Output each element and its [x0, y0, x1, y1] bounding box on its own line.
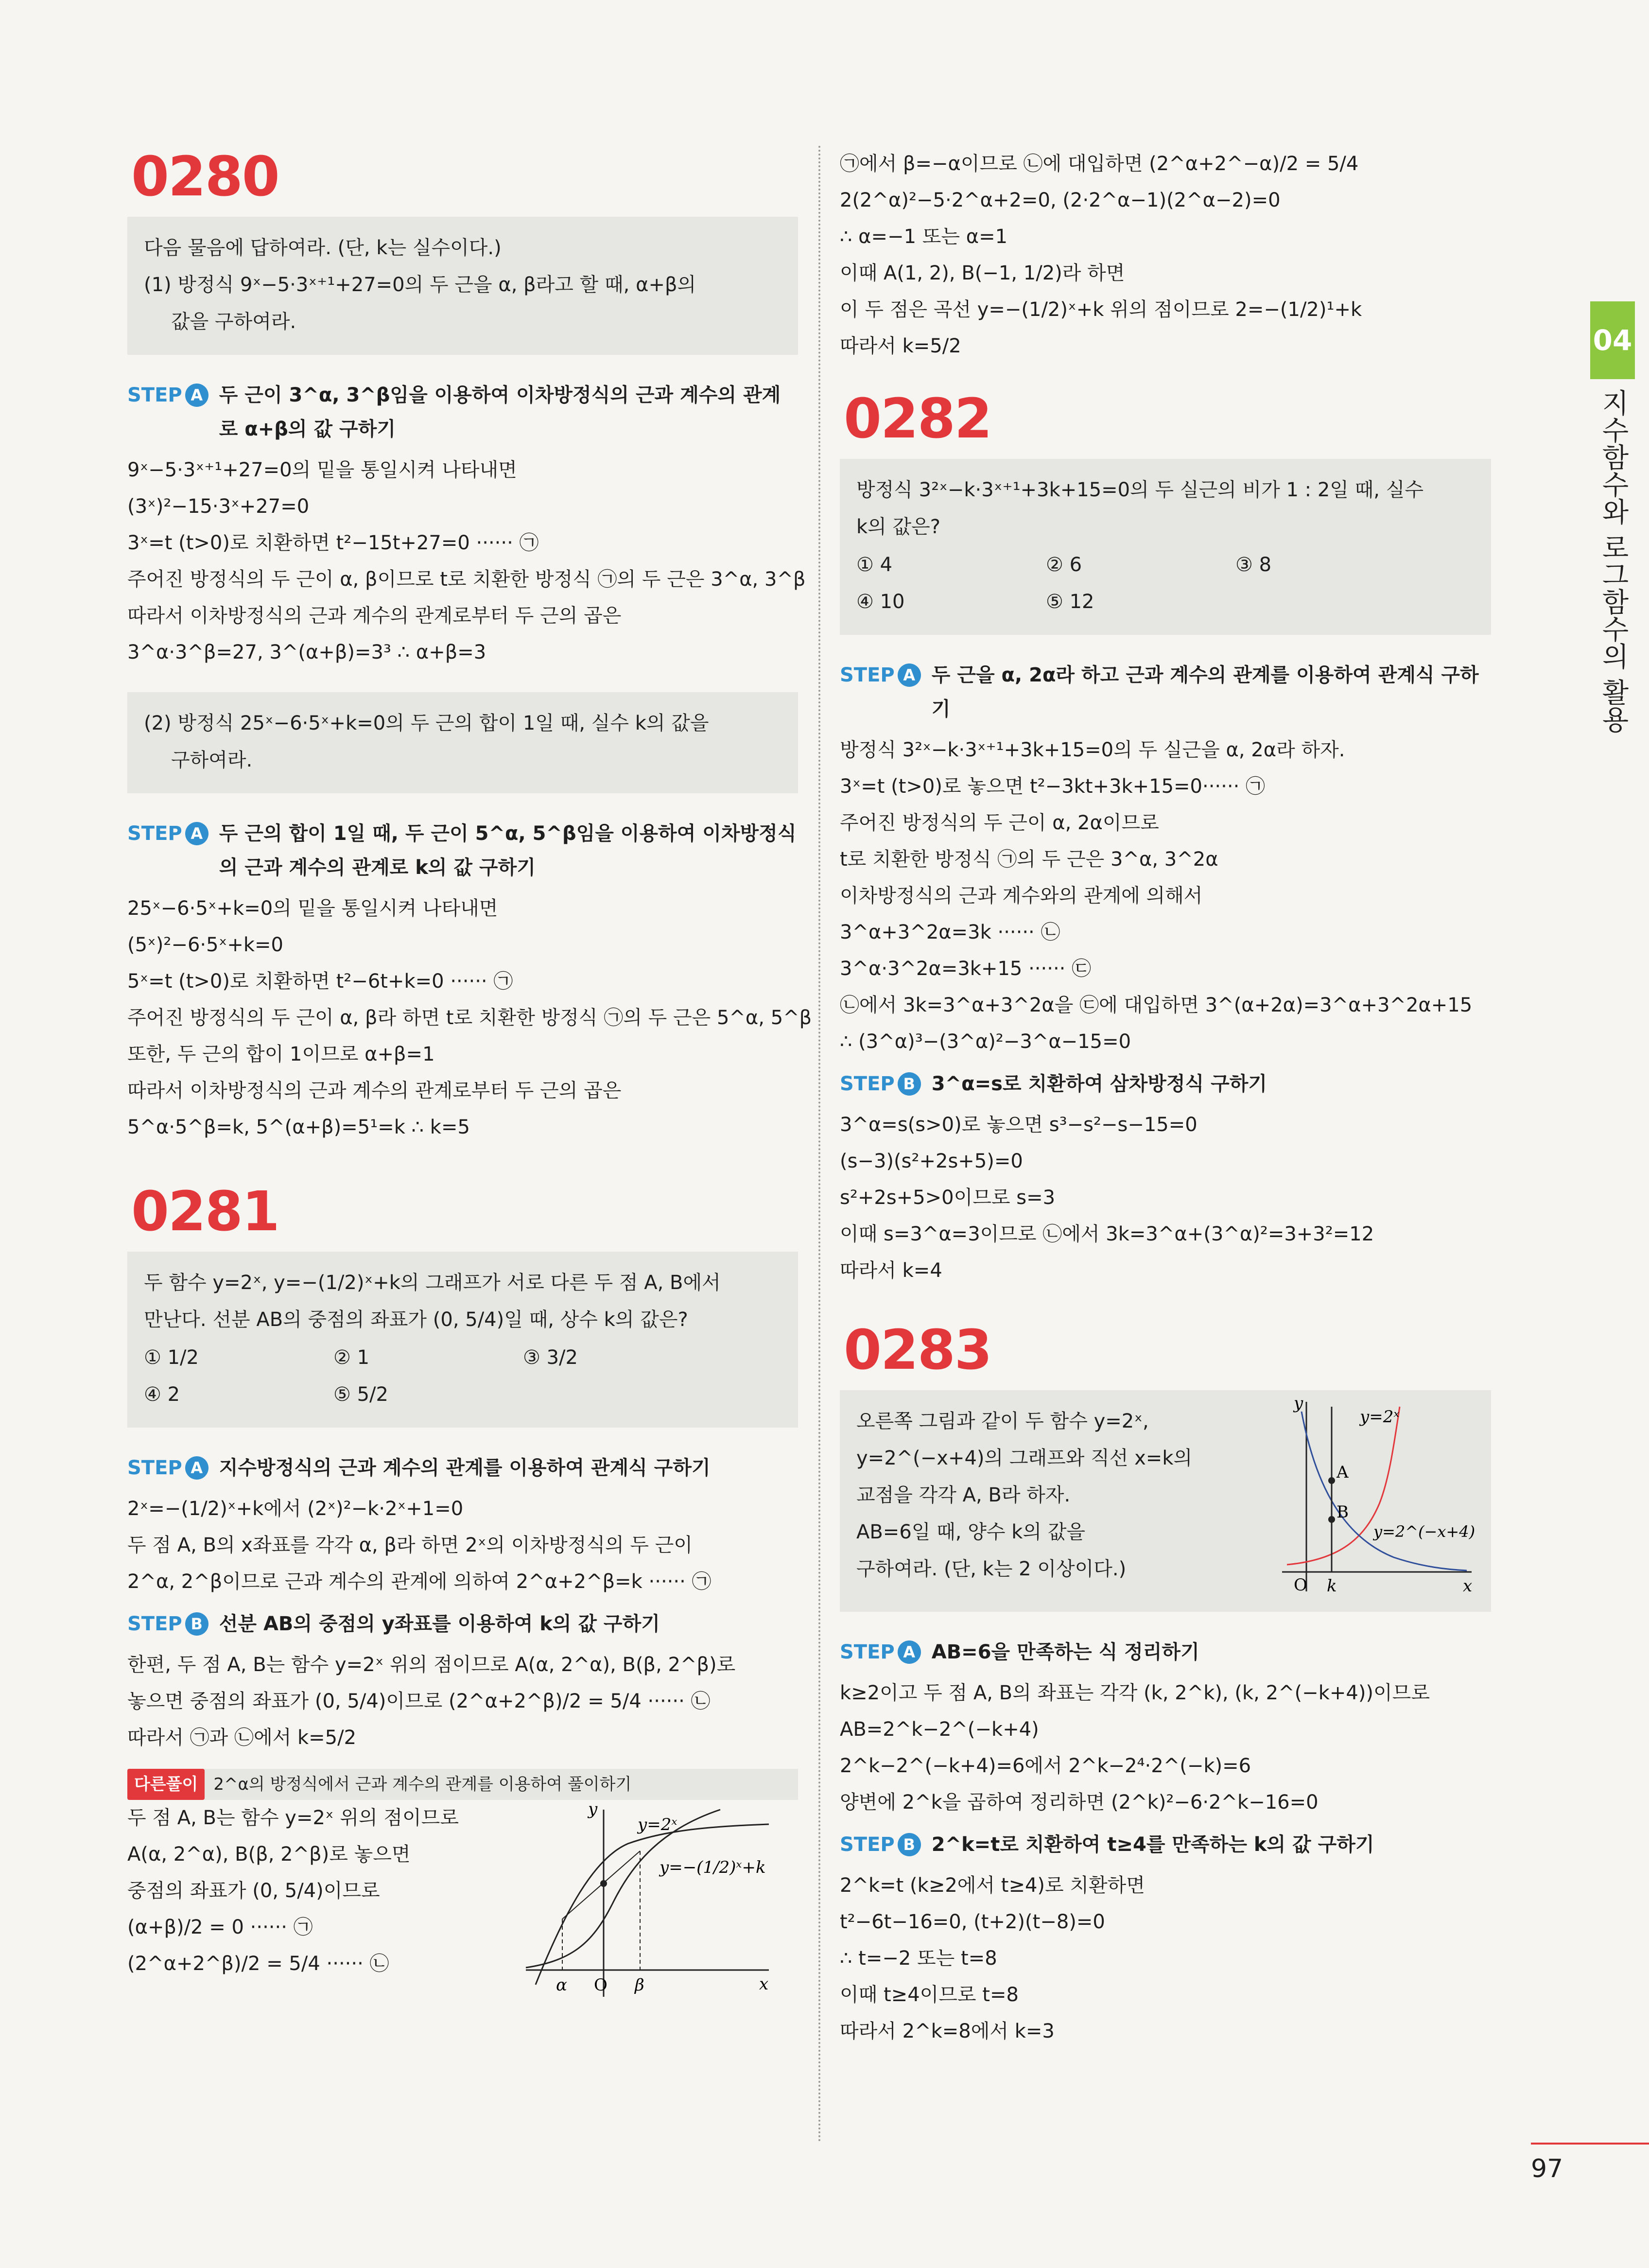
solution-line: t로 치환한 방정식 ㉠의 두 근은 3^α, 3^2α: [840, 848, 1218, 871]
curve-label-1: y=2ˣ: [638, 1815, 677, 1834]
solution-block: [127, 1491, 798, 1600]
choice[interactable]: ⑤ 5/2: [333, 1383, 388, 1406]
problem-number: 0282: [844, 387, 991, 451]
intersection-graph: [1267, 1392, 1481, 1606]
step-tag: STEP A: [127, 1451, 208, 1485]
solution-line: (s−3)(s²+2s+5)=0: [840, 1150, 1023, 1172]
question-line: y=2^(−x+4)의 그래프와 직선 x=k의: [856, 1447, 1193, 1469]
point-b-label: B: [1337, 1502, 1349, 1522]
step-header: [840, 658, 1491, 726]
solution-line: 9ˣ−5·3ˣ⁺¹+27=0의 밑을 통일시켜 나타내면: [127, 459, 517, 481]
solution-line: (α+β)/2 = 0 ······ ㉠: [127, 1916, 313, 1938]
k-label: k: [1327, 1576, 1337, 1596]
problem-number: 0281: [131, 1180, 279, 1243]
step-tag: STEP A: [840, 658, 921, 692]
solution-block: [840, 1867, 1491, 2050]
question-line: 구하여라. (단, k는 2 이상이다.): [856, 1558, 1127, 1580]
solution-line: 3^α·3^2α=3k+15 ······ ㉢: [840, 958, 1092, 980]
alternative-solution-badge: 다른풀이: [127, 1769, 205, 1800]
solution-line: 따라서 이차방정식의 근과 계수의 관계로부터 두 근의 곱은: [127, 605, 622, 627]
solution-line: 따라서 ㉠과 ㉡에서 k=5/2: [127, 1727, 357, 1749]
question-line: (1) 방정식 9ˣ−5·3ˣ⁺¹+27=0의 두 근을 α, β라고 할 때, α+β의: [144, 274, 696, 296]
step-tag: STEP B: [840, 1828, 921, 1862]
solution-line: k≥2이고 두 점 A, B의 좌표는 각각 (k, 2^k), (k, 2^(−k+4))이므로: [840, 1682, 1430, 1704]
step-tag: STEP A: [840, 1635, 921, 1669]
solution-line: 이 두 점은 곡선 y=−(1/2)ˣ+k 위의 점이므로 2=−(1/2)¹+k: [840, 298, 1362, 321]
solution-line: 따라서 k=4: [840, 1259, 942, 1282]
step-tag: STEP A: [127, 378, 208, 412]
question-box: [127, 217, 798, 355]
solution-line: 따라서 2^k=8에서 k=3: [840, 2020, 1055, 2042]
question-box: [840, 459, 1491, 635]
step-title: 2^k=t로 치환하여 t≥4를 만족하는 k의 값 구하기: [931, 1833, 1374, 1856]
choice[interactable]: ② 1: [333, 1346, 370, 1369]
choice[interactable]: ④ 10: [856, 591, 905, 613]
alternative-solution-header: [127, 1769, 798, 1800]
intersection-graph: [516, 1800, 788, 2004]
solution-line: 2^k=t (k≥2에서 t≥4)로 치환하면: [840, 1874, 1145, 1897]
solution-line: 25ˣ−6·5ˣ+k=0의 밑을 통일시켜 나타내면: [127, 897, 498, 920]
solution-line: 이때 A(1, 2), B(−1, 1/2)라 하면: [840, 262, 1125, 284]
answer-choices: [856, 546, 1475, 620]
solution-block: [840, 1675, 1491, 1821]
solution-line: 2^α, 2^β이므로 근과 계수의 관계에 의하여 2^α+2^β=k ······ ㉠: [127, 1570, 712, 1593]
solution-block: [127, 890, 812, 1146]
question-line: 만난다. 선분 AB의 중점의 좌표가 (0, 5/4)일 때, 상수 k의 값은?: [144, 1308, 688, 1331]
solution-line: 방정식 3²ˣ−k·3ˣ⁺¹+3k+15=0의 두 실근을 α, 2α라 하자.: [840, 739, 1345, 761]
beta-label: β: [635, 1975, 644, 1995]
solution-line: 3^α=s(s>0)로 놓으면 s³−s²−s−15=0: [840, 1114, 1198, 1136]
question-line: 오른쪽 그림과 같이 두 함수 y=2ˣ,: [856, 1410, 1149, 1432]
question-line: AB=6일 때, 양수 k의 값을: [856, 1521, 1085, 1543]
solution-line: 2ˣ=−(1/2)ˣ+k에서 (2ˣ)²−k·2ˣ+1=0: [127, 1498, 464, 1520]
solution-line: s²+2s+5>0이므로 s=3: [840, 1186, 1056, 1209]
choice[interactable]: ① 1/2: [144, 1346, 199, 1369]
solution-line: 5ˣ=t (t>0)로 치환하면 t²−6t+k=0 ······ ㉠: [127, 970, 513, 993]
point-b: [1328, 1516, 1335, 1523]
chapter-tab[interactable]: 04: [1590, 301, 1635, 379]
curve-label-2: y=2^(−x+4): [1373, 1522, 1475, 1541]
solution-line: 양변에 2^k을 곱하여 정리하면 (2^k)²−6·2^k−16=0: [840, 1791, 1319, 1814]
page-number: 97: [1531, 2154, 1563, 2183]
chapter-title: 지수함수와 로그함수의 활용: [1597, 389, 1629, 733]
choice[interactable]: ③ 3/2: [523, 1346, 578, 1369]
solution-line: (3ˣ)²−15·3ˣ+27=0: [127, 495, 310, 518]
step-header: [127, 378, 798, 446]
solution-line: 두 점 A, B의 x좌표를 각각 α, β라 하면 2ˣ의 이차방정식의 두 근이: [127, 1534, 693, 1556]
choice[interactable]: ⑤ 12: [1046, 591, 1094, 613]
step-title: 두 근의 합이 1일 때, 두 근이 5^α, 5^β임을 이용하여 이차방정식의 근과 계수의 관계로 k의 값 구하기: [219, 822, 797, 879]
solution-line: ㉠에서 β=−α이므로 ㉡에 대입하면 (2^α+2^−α)/2 = 5/4: [840, 153, 1359, 175]
solution-line: A(α, 2^α), B(β, 2^β)로 놓으면: [127, 1843, 411, 1866]
choice[interactable]: ② 6: [1046, 554, 1082, 576]
solution-line: ∴ t=−2 또는 t=8: [840, 1947, 997, 1970]
point-a-label: A: [1337, 1463, 1349, 1482]
x-axis-label: x: [1463, 1576, 1473, 1596]
step-tag: STEP B: [840, 1067, 921, 1101]
y-axis-label: y: [588, 1800, 598, 1819]
solution-line: (5ˣ)²−6·5ˣ+k=0: [127, 934, 283, 956]
answer-choices: [144, 1339, 781, 1413]
exp-curve: [526, 1810, 720, 1968]
question-line: 두 함수 y=2ˣ, y=−(1/2)ˣ+k의 그래프가 서로 다른 두 점 A, B에서: [144, 1272, 721, 1294]
solution-line: 주어진 방정식의 두 근이 α, 2α이므로: [840, 812, 1159, 834]
question-box: [127, 692, 798, 793]
exp-curve: [1287, 1407, 1400, 1565]
step-header: [840, 1828, 1491, 1862]
solution-line: 한편, 두 점 A, B는 함수 y=2ˣ 위의 점이므로 A(α, 2^α), B(β, 2^β)로: [127, 1654, 736, 1676]
solution-block: [127, 452, 806, 671]
origin-label: O: [594, 1975, 608, 1995]
solution-line: 두 점 A, B는 함수 y=2ˣ 위의 점이므로: [127, 1807, 459, 1829]
page-number-rule: [1531, 2143, 1649, 2145]
step-title: AB=6을 만족하는 식 정리하기: [931, 1641, 1199, 1663]
point-a: [1328, 1477, 1335, 1484]
problem-number: 0280: [131, 145, 279, 209]
solution-line: 이차방정식의 근과 계수와의 관계에 의해서: [840, 885, 1203, 907]
solution-line: 이때 s=3^α=3이므로 ㉡에서 3k=3^α+(3^α)²=3+3²=12: [840, 1223, 1374, 1245]
solution-line: 놓으면 중점의 좌표가 (0, 5/4)이므로 (2^α+2^β)/2 = 5/4 ······ ㉡: [127, 1690, 711, 1712]
solution-line: ∴ α=−1 또는 α=1: [840, 226, 1008, 248]
midpoint: [600, 1880, 607, 1887]
solution-line: 2(2^α)²−5·2^α+2=0, (2·2^α−1)(2^α−2)=0: [840, 189, 1281, 211]
question-box: [127, 1252, 798, 1428]
solution-line: 또한, 두 근의 합이 1이므로 α+β=1: [127, 1043, 435, 1065]
step-title: 3^α=s로 치환하여 삼차방정식 구하기: [931, 1073, 1267, 1095]
alternative-solution-block: [127, 1800, 798, 1995]
question-line: 값을 구하여라.: [171, 311, 296, 333]
step-header: [127, 1451, 798, 1485]
question-line: k의 값은?: [856, 516, 941, 538]
solution-line: ㉡에서 3k=3^α+3^2α을 ㉢에 대입하면 3^(α+2α)=3^α+3^2α+15: [840, 994, 1473, 1016]
solution-line: 3ˣ=t (t>0)로 놓으면 t²−3kt+3k+15=0······ ㉠: [840, 775, 1266, 798]
solution-line: 3ˣ=t (t>0)로 치환하면 t²−15t+27=0 ······ ㉠: [127, 532, 539, 554]
solution-line: 주어진 방정식의 두 근이 α, β이므로 t로 치환한 방정식 ㉠의 두 근은 3^α, 3^β: [127, 568, 806, 591]
problem-number: 0283: [844, 1319, 991, 1382]
solution-line: (2^α+2^β)/2 = 5/4 ······ ㉡: [127, 1953, 389, 1975]
question-line: 구하여라.: [171, 749, 253, 771]
origin-label: O: [1294, 1575, 1307, 1595]
solution-line: t²−6t−16=0, (t+2)(t−8)=0: [840, 1911, 1105, 1933]
step-header: [840, 1067, 1491, 1101]
right-column: [840, 146, 1491, 2050]
y-axis-label: y: [1294, 1394, 1303, 1413]
question-line: 방정식 3²ˣ−k·3ˣ⁺¹+3k+15=0의 두 실근의 비가 1 : 2일 때, 실수: [856, 479, 1423, 501]
question-box: [840, 1390, 1491, 1612]
solution-line: 5^α·5^β=k, 5^(α+β)=5¹=k ∴ k=5: [127, 1116, 470, 1138]
solution-line: ∴ (3^α)³−(3^α)²−3^α−15=0: [840, 1030, 1131, 1053]
choice[interactable]: ③ 8: [1235, 554, 1272, 576]
x-axis-label: x: [759, 1974, 769, 1994]
solution-block: [127, 1647, 798, 1756]
alternative-solution-title: 2^α의 방정식에서 근과 계수의 관계를 이용하여 풀이하기: [213, 1775, 632, 1794]
step-tag: STEP A: [127, 817, 208, 851]
alpha-label: α: [556, 1975, 567, 1995]
solution-line: 2^k−2^(−k+4)=6에서 2^k−2⁴·2^(−k)=6: [840, 1755, 1251, 1777]
question-line: 교점을 각각 A, B라 하자.: [856, 1484, 1071, 1506]
solution-line: 주어진 방정식의 두 근이 α, β라 하면 t로 치환한 방정식 ㉠의 두 근은 5^α, 5^β: [127, 1007, 812, 1029]
question-line: (2) 방정식 25ˣ−6·5ˣ+k=0의 두 근의 합이 1일 때, 실수 k의 값을: [144, 712, 709, 734]
choice[interactable]: ① 4: [856, 554, 893, 576]
step-title: 지수방정식의 근과 계수의 관계를 이용하여 관계식 구하기: [219, 1457, 711, 1479]
step-title: 두 근이 3^α, 3^β임을 이용하여 이차방정식의 근과 계수의 관계로 α+β의 값 구하기: [219, 384, 781, 440]
step-header: [840, 1635, 1491, 1669]
step-header: [127, 817, 798, 885]
left-column: [127, 145, 812, 1995]
column-divider: [818, 146, 820, 2144]
step-title: 두 근을 α, 2α라 하고 근과 계수의 관계를 이용하여 관계식 구하기: [931, 664, 1479, 720]
solution-line: 따라서 k=5/2: [840, 335, 961, 357]
solution-line: 이때 t≥4이므로 t=8: [840, 1984, 1019, 2006]
choice[interactable]: ④ 2: [144, 1383, 180, 1406]
step-tag: STEP B: [127, 1607, 208, 1641]
solution-block: [840, 732, 1491, 1060]
solution-line: 중점의 좌표가 (0, 5/4)이므로: [127, 1880, 380, 1902]
step-title: 선분 AB의 중점의 y좌표를 이용하여 k의 값 구하기: [219, 1613, 660, 1635]
question-intro: 다음 물음에 답하여라. (단, k는 실수이다.): [144, 237, 502, 259]
solution-line: 3^α·3^β=27, 3^(α+β)=3³ ∴ α+β=3: [127, 641, 486, 663]
step-header: [127, 1607, 798, 1641]
solution-line: 3^α+3^2α=3k ······ ㉡: [840, 921, 1060, 943]
solution-line: AB=2^k−2^(−k+4): [840, 1718, 1039, 1741]
curve-label-2: y=−(1/2)ˣ+k: [660, 1858, 766, 1877]
solution-block: [840, 1107, 1491, 1289]
solution-continuation: [840, 146, 1491, 365]
curve-label-1: y=2ˣ: [1360, 1407, 1400, 1427]
solution-line: 따라서 이차방정식의 근과 계수의 관계로부터 두 근의 곱은: [127, 1080, 622, 1102]
